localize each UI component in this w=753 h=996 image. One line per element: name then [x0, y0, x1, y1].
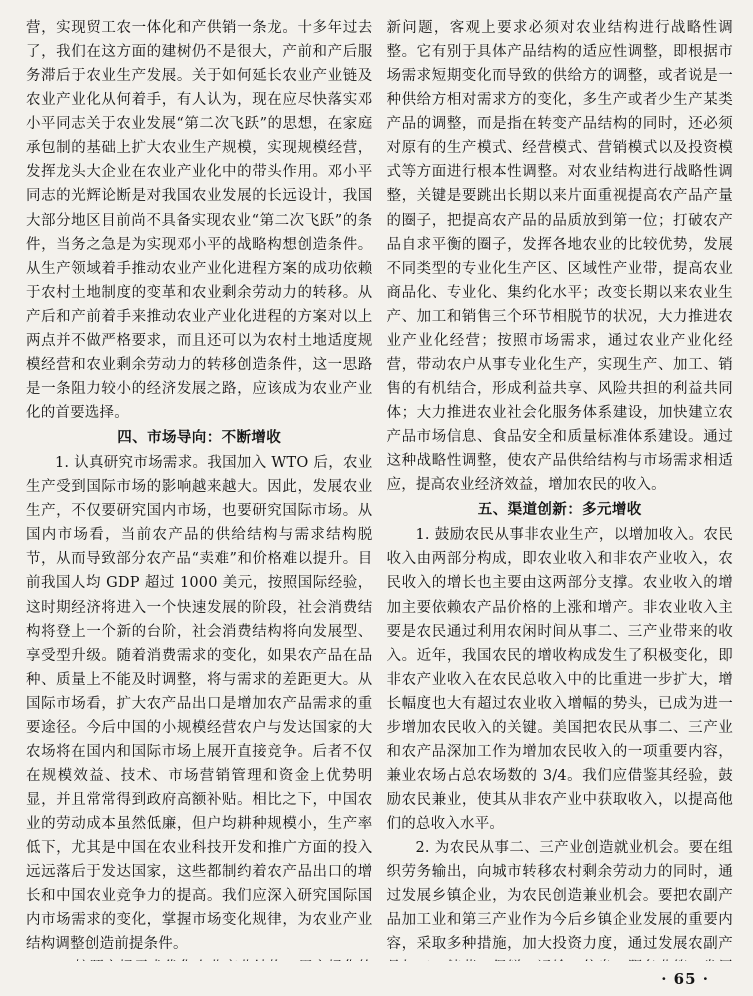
section-heading-5: 五、渠道创新：多元增收 — [477, 502, 642, 519]
article-body — [26, 16, 733, 961]
paragraph-nonfarm-income: 1. 鼓励农民从事非农业生产，以增加收入。农民收入由两部分构成，即农业收入和非农产业收入，农民收入的增长也主要由这两部分支撑。农业收入的增加主要依赖农产品价格的上涨和增产。非农业收入主要是农民通过利用农闲时间从事二、三产业带来的收入。近年，我国农民的增收构成发生了积极变化，即非农产业收入在农民总收入中的比重进一步扩大，增长幅度也大有超过农业收入增幅的势头，已成为进一步增加农民收入的关键。美国把农民从事二、三产业和农产品深加工作为增加农民收入的一项重要内容，兼业农场占总农场数的 3/4。我们应借鉴其经验，鼓励农民兼业，使其从非农产业中获取收入，以提高他们的总收入水平。 — [386, 527, 733, 833]
section-heading-4: 四、市场导向：不断增收 — [117, 430, 282, 447]
paragraph-employment-opportunities: 2. 为农民从事二、三产业创造就业机会。要在组织劳务输出，向城市转移农村剩余劳动力的同时，通过发展乡镇企业，为农民创造兼业机会。要把农副产品加工业和第三产业作为今后乡镇企业发展的重要内容，采取多种措施，加大投资力度，通过发展农副产 — [386, 840, 733, 953]
left-column — [26, 16, 373, 961]
paragraph-strategic-adjustment: 新问题，客观上要求必须对农业结构进行战略性调整。它有别于具体产品结构的适应性调整，即根据市场需求短期变化而导致的供给方的调整，或者说是一种供给方相对需求方的变化，多生产或者少生产某类产品的调整，而是指在转变产品结构的同时，还必须对原有的生产模式、经营模式、营销模式以及投资模式等方面进行根本性调整。对农业结构进行战略性调整，关键是要跳出长期以来片面重视提高农产品产量的圈子，把提高农产品的品质放到第一位；打破农产品自求平衡的圈子，发挥各地农业的比较优势，发展不同类型的专业化生产区、区域性产业带，提高农业商品化、专业化、集约化水平；改变长期以来农业生产、加工和销售三个环节相脱节的状况，大力推进农业产业化经营；按照市场需求，通过农业产业化经营，带动农户从事专业化生产，实现生产、加工、销售的有机结合，形成利益共享、风险共担的利益共同体；大力推进农业社会化服务体系建设，加快建立农产品市场信息、食品安全和质量标准体系建设。通过这种战略性调整，使农产品供给结构与市场需求相适应，提高农业经济效益，增加农民的收入。 — [386, 20, 733, 494]
right-column — [387, 16, 734, 961]
page-number: · 65 · — [661, 970, 709, 988]
paragraph-continued: 营，实现贸工农一体化和产供销一条龙。十多年过去了，我们在这方面的建树仍不是很大，产前和产后服务滞后于农业生产发展。关于如何延长农业产业链及农业产业化从何着手，有人认为，现在应尽快落实邓小平同志关于农业发展“第二次飞跃”的思想，在家庭承包制的基础上扩大农业生产规模，实现规模经营，发挥龙头大企业在农业产业化中的带头作用。邓小平同志的光辉论断是对我国农业发展的长远设计，我国大部分地区目前尚不具备实现农业“第二次飞跃”的条件，当务之急是为实现邓小平的战略构想创造条件。从生产领域着手推动农业产业化进程方案的成功依赖于农村土地制度的变革和农业剩余劳动力的转移。从产后和产前着手来推动农业产业化进程的方案对以上两点并不做严格要求，而且还可以为农村土地适度规模经营和农业剩余劳动力的转移创造条件，这一思路是一条阻力较小的经济发展之路，应该成为农业产业化的首要选择。 — [26, 20, 373, 421]
paragraph-market-research: 1. 认真研究市场需求。我国加入 WTO 后，农业生产受到国际市场的影响越来越大。因此，发展农业生产，不仅要研究国内市场，也要研究国际市场。从国内市场看，当前农产品的供给结构与需求结构脱节，从而导致部分农产品“卖难”和价格难以提升。目前我国人均 GDP 超过 1000 美元，按照国际经验，这时期经济将进入一个快速发展的阶段，社会消费结构将登上一个新的台阶，社会消费结构将向发展型、享受型升级。随着消费需求的变化，如果农产品在品种、质量上不能及时调整，将与需求的差距更大。从国际市场看，扩大农产品出口是增加农产品需求的重要途径。今后中国的小规模经营农户与发达国家的大农场将在国内和国际市场上展开直接竞争。后者不仅在规模效益、技术、市场营销管理和资金上优势明显，并且常常得到政府高额补贴。相比之下，中国农业的劳动成本虽然低廉，但户均耕种规模小，生产率低下，尤其是中国在农业科技开发和推广方面的投入远远落后于发达国家，这些都制约着农产品出口的增长和中国农业竞争力的提高。我们应深入研究国际国内市场需求的变化，掌握市场变化规律，为农业产业结构调整创造前提条件。 — [26, 455, 373, 953]
paragraph-structure-optimization — [26, 956, 373, 961]
